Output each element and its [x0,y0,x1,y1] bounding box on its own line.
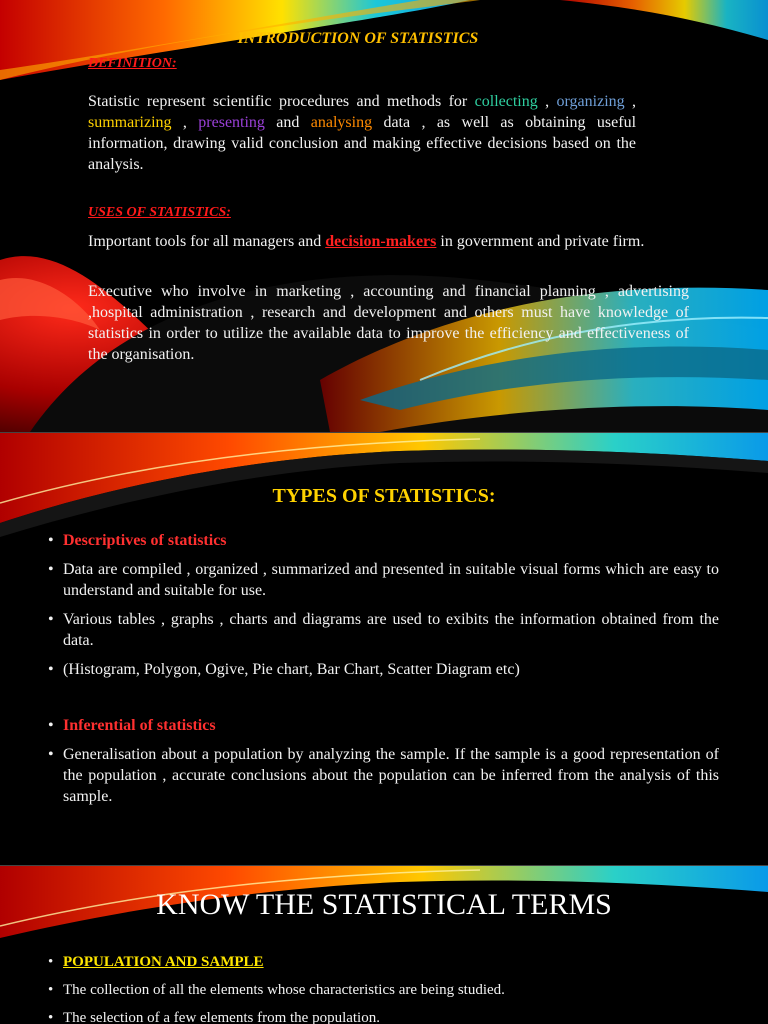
decision-makers-highlight: decision-makers [325,233,437,250]
bullet-icon: • [48,611,54,628]
list-item [45,559,719,601]
definition-text: and [264,114,311,131]
list-item-text: Various tables , graphs , charts and diagrams are used to exibits the information obtained from the data. [63,611,719,649]
bullet-icon: • [48,717,54,734]
list-item [45,1008,735,1024]
list-item-text: (Histogram, Polygon, Ogive, Pie chart, Bar Chart, Scatter Diagram etc) [63,661,520,678]
bullet-icon: • [48,1010,54,1024]
definition-text: data , as well as obtaining useful information, drawing valid conclusion and making effective decisions based on the analysis. [88,114,637,173]
bullet-icon: • [48,954,54,970]
slide-statistical-terms [0,866,768,1024]
inferential-heading: Inferential of statistics [63,717,216,734]
slide-title: INTRODUCTION OF STATISTICS [237,30,479,47]
word-collecting: collecting [474,93,538,110]
list-item [45,715,719,736]
word-presenting: presenting [198,114,265,131]
definition-heading: DEFINITION: [88,56,177,71]
definition-text: , [537,93,557,110]
word-summarizing: summarizing [88,114,172,131]
list-item-text: Generalisation about a population by analyzing the sample. If the sample is a good representation of the population , accurate conclusions about the population can be inferred from the analysis of this sample. [63,746,719,805]
uses-paragraph-2: Executive who involve in marketing , accounting and financial planning , advertising ,hospital administration , research and development and others must have knowledge of statistics in order to utilize the available data to improve the efficiency and effectiveness of the organisation. [88,283,689,363]
uses-text: Important tools for all managers and [88,233,326,250]
word-organizing: organizing [556,93,625,110]
uses-paragraph-1 [88,231,689,252]
slide-introduction [0,0,768,432]
inferential-list [45,715,719,807]
bullet-icon: • [48,532,54,549]
definition-text: , [171,114,199,131]
definition-paragraph [88,91,636,175]
list-item [45,980,735,1000]
word-analysing: analysing [310,114,373,131]
definition-text: Statistic represent scientific procedures and methods for [88,93,475,110]
list-item [45,609,719,651]
slide-types-of-statistics [0,433,768,865]
population-sample-heading: POPULATION AND SAMPLE [63,954,264,970]
bullet-icon: • [48,746,54,763]
terms-list [45,952,735,1024]
list-item [45,744,719,807]
uses-text: in government and private firm. [436,233,645,250]
slide-title: KNOW THE STATISTICAL TERMS [156,888,612,921]
bullet-icon: • [48,661,54,678]
definition-text: , [624,93,637,110]
list-item-text: The collection of all the elements whose characteristics are being studied. [63,982,505,998]
slide-title: TYPES OF STATISTICS: [272,485,496,507]
list-item-text: The selection of a few elements from the population. [63,1010,380,1024]
list-item [45,530,719,551]
uses-heading: USES OF STATISTICS: [88,205,231,220]
bullet-icon: • [48,982,54,998]
list-item [45,659,719,680]
bullet-icon: • [48,561,54,578]
descriptive-list [45,530,719,680]
list-item [45,952,735,972]
list-item-text: Data are compiled , organized , summarized and presented in suitable visual forms which are easy to understand and suitable for use. [63,561,719,599]
descriptive-heading: Descriptives of statistics [63,532,227,549]
